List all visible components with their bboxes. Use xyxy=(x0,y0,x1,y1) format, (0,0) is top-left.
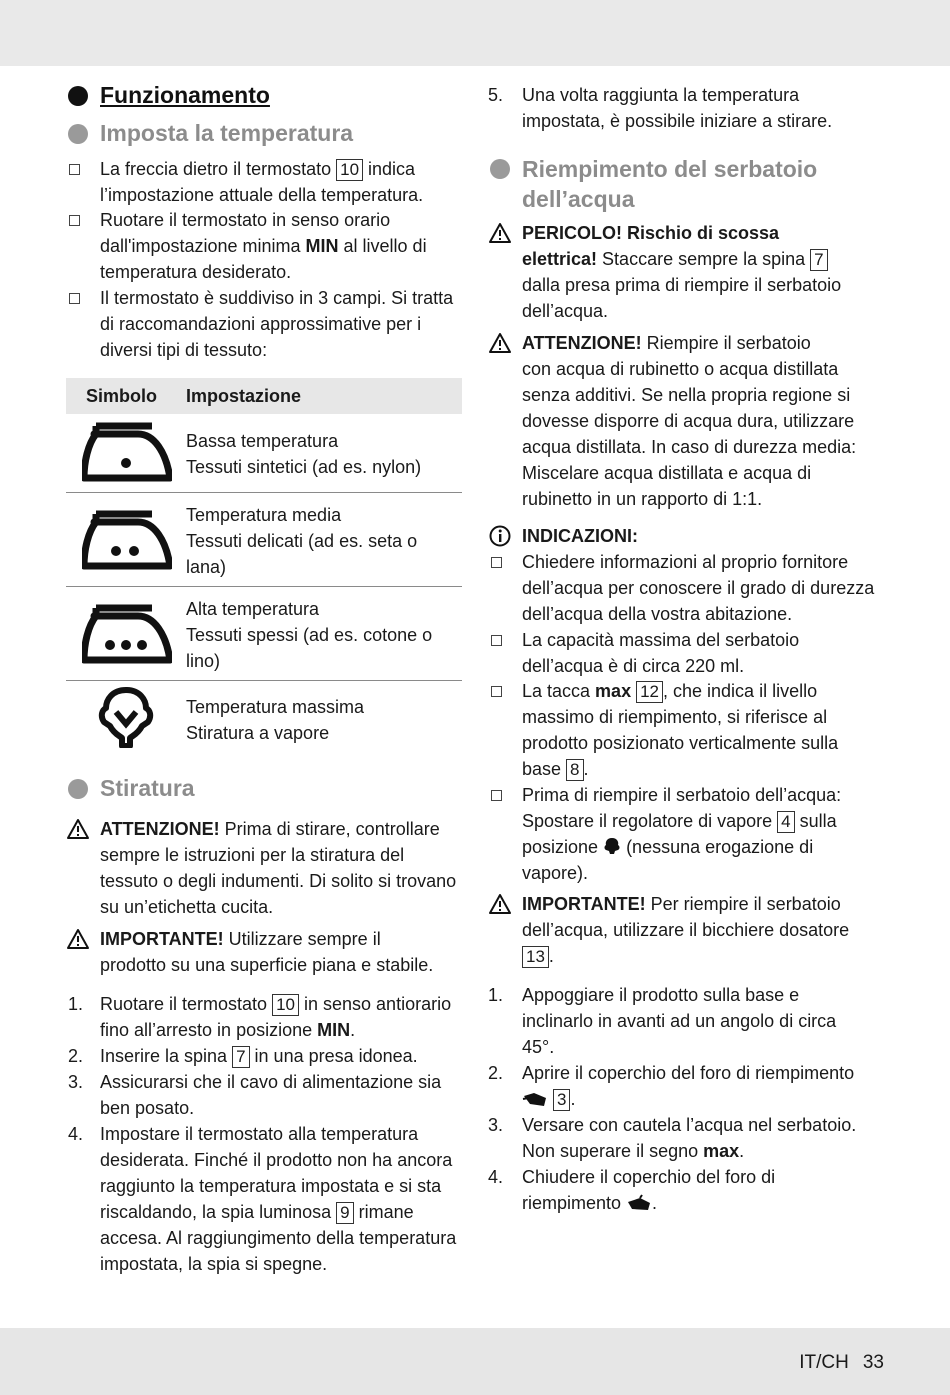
bullet-text: La tacca max 12 , che indica il livello massimo di riempimento, si riferisce al prodotto posizionato verticalmente sulla base 8 . xyxy=(522,681,839,779)
checkbox-bullet-icon xyxy=(69,164,80,175)
warning-icon xyxy=(66,818,90,840)
checkbox-bullet-icon xyxy=(491,686,502,697)
warning-icon xyxy=(488,332,512,354)
warning-icon xyxy=(66,928,90,950)
section-bullet-icon xyxy=(68,779,88,799)
danger-text: PERICOLO! Rischio di scossa elettrica! Staccare sempre la spina 7 dalla presa prima di riempire il serbatoio dell’acqua. xyxy=(522,223,842,321)
step-text: Una volta raggiunta la temperatura impostata, è possibile iniziare a stirare. xyxy=(522,85,833,131)
heading-imposta-temperatura: Imposta la temperatura xyxy=(100,120,354,146)
reference-number: 7 xyxy=(810,249,827,271)
steam-icon xyxy=(98,686,154,748)
heading-funzionamento: Funzionamento xyxy=(100,82,270,108)
reference-number: 8 xyxy=(566,759,583,781)
info-icon xyxy=(489,525,511,547)
bullet-text: La capacità massima del serbatoio dell’acqua è di circa 220 ml. xyxy=(522,630,800,676)
reference-number: 10 xyxy=(336,159,363,181)
fill-cap-icon xyxy=(522,1090,548,1108)
divider xyxy=(66,680,462,681)
step-text: Ruotare il termostato 10 in senso antiorario fino all’arresto in posizione MIN. xyxy=(100,994,452,1040)
left-column xyxy=(66,82,462,1282)
step-number: 1. xyxy=(68,994,84,1014)
bullet-text: Chiedere informazioni al proprio fornitore dell’acqua per conoscere il grado di durezza dell’acqua della vostra abitazione. xyxy=(522,552,875,624)
step-text: Assicurarsi che il cavo di alimentazione sia ben posato. xyxy=(100,1072,442,1118)
reference-number: 12 xyxy=(636,681,663,703)
iron-three-dots-icon xyxy=(82,604,172,666)
table-row-setting: Bassa temperatura Tessuti sintetici (ad es. nylon) xyxy=(186,431,422,477)
table-row-setting: Temperatura media Tessuti delicati (ad es. seta o lana) xyxy=(186,505,418,577)
step-text: Chiudere il coperchio del foro di riempimento . xyxy=(522,1167,776,1213)
step-number: 4. xyxy=(68,1124,84,1144)
step-number: 1. xyxy=(488,985,504,1005)
heading-stiratura: Stiratura xyxy=(100,775,195,801)
no-steam-icon xyxy=(603,837,621,855)
step-number: 2. xyxy=(68,1046,84,1066)
heading-riempimento: Riempimento del serbatoio dell’acqua xyxy=(522,156,818,212)
checkbox-bullet-icon xyxy=(491,790,502,801)
step-text: Inserire la spina 7 in una presa idonea. xyxy=(100,1046,418,1066)
table-header-symbol: Simbolo xyxy=(86,386,157,406)
checkbox-bullet-icon xyxy=(69,215,80,226)
step-number: 3. xyxy=(68,1072,84,1092)
step-text: Aprire il coperchio del foro di riempimento 3 . xyxy=(522,1063,855,1109)
checkbox-bullet-icon xyxy=(491,557,502,568)
page-number: 33 xyxy=(862,1352,884,1373)
header-band xyxy=(0,0,950,66)
page-footer xyxy=(799,1350,884,1376)
locale-label: IT/CH xyxy=(799,1352,849,1373)
reference-number: 13 xyxy=(522,946,549,968)
step-text: Versare con cautela l’acqua nel serbatoio. Non superare il segno max. xyxy=(522,1115,857,1161)
reference-number: 10 xyxy=(272,994,299,1016)
section-bullet-icon xyxy=(68,124,88,144)
reference-number: 4 xyxy=(777,811,794,833)
warning-icon xyxy=(488,222,512,244)
step-text: Impostare il termostato alla temperatura desiderata. Finché il prodotto non ha ancora raggiunto la temperatura impostata e si sta riscaldando, la spia luminosa 9 rimane accesa. Al raggiungimento della temperatura impostata, la spia si spegne. xyxy=(100,1124,457,1274)
reference-number: 3 xyxy=(553,1089,570,1111)
step-number: 5. xyxy=(488,85,504,105)
warning-text: ATTENZIONE! Prima di stirare, controllare sempre le istruzioni per la stiratura del tessuto o degli indumenti. Di solito si trovano su un’etichetta cucita. xyxy=(100,819,457,917)
bullet-text: Prima di riempire il serbatoio dell’acqua: Spostare il regolatore di vapore 4 sulla posizione (nessuna erogazione di vapore). xyxy=(522,785,842,883)
warning-icon xyxy=(488,893,512,915)
attention-text: ATTENZIONE! Riempire il serbatoio con acqua di rubinetto o acqua distillata senza additivi. Se nella propria regione si dovesse disporre di acqua dura, utilizzare acqua distillata. In caso di durezza media: Miscelare acqua distillata e acqua di rubinetto in un rapporto di 1:1. xyxy=(522,333,857,509)
checkbox-bullet-icon xyxy=(491,635,502,646)
reference-number: 7 xyxy=(232,1046,249,1068)
info-heading: INDICAZIONI: xyxy=(522,526,638,546)
checkbox-bullet-icon xyxy=(69,293,80,304)
iron-one-dot-icon xyxy=(82,422,172,484)
step-number: 4. xyxy=(488,1167,504,1187)
section-bullet-icon xyxy=(68,86,88,106)
section-bullet-icon xyxy=(490,159,510,179)
bullet-text: Il termostato è suddiviso in 3 campi. Si tratta di raccomandazioni approssimative per i diversi tipi di tessuto: xyxy=(100,288,454,360)
fill-cap-closed-icon xyxy=(626,1194,652,1212)
reference-number: 9 xyxy=(336,1202,353,1224)
table-row-setting: Alta temperatura Tessuti spessi (ad es. cotone o lino) xyxy=(186,599,433,671)
table-header-setting: Impostazione xyxy=(186,386,302,406)
step-number: 3. xyxy=(488,1115,504,1135)
table-row-setting: Temperatura massima Stiratura a vapore xyxy=(186,697,365,743)
important-text: IMPORTANTE! Utilizzare sempre il prodotto su una superficie piana e stabile. xyxy=(100,929,434,975)
bullet-text: Ruotare il termostato in senso orario dall'impostazione minima MIN al livello di temperatura desiderato. xyxy=(100,210,427,282)
step-text: Appoggiare il prodotto sulla base e inclinarlo in avanti ad un angolo di circa 45°. xyxy=(522,985,837,1057)
step-number: 2. xyxy=(488,1063,504,1083)
right-column xyxy=(488,82,888,1282)
iron-two-dots-icon xyxy=(82,510,172,572)
divider xyxy=(66,586,462,587)
bullet-text: La freccia dietro il termostato 10 indica l’impostazione attuale della temperatura. xyxy=(100,159,424,205)
important-text: IMPORTANTE! Per riempire il serbatoio dell’acqua, utilizzare il bicchiere dosatore 13 . xyxy=(522,894,850,966)
divider xyxy=(66,492,462,493)
